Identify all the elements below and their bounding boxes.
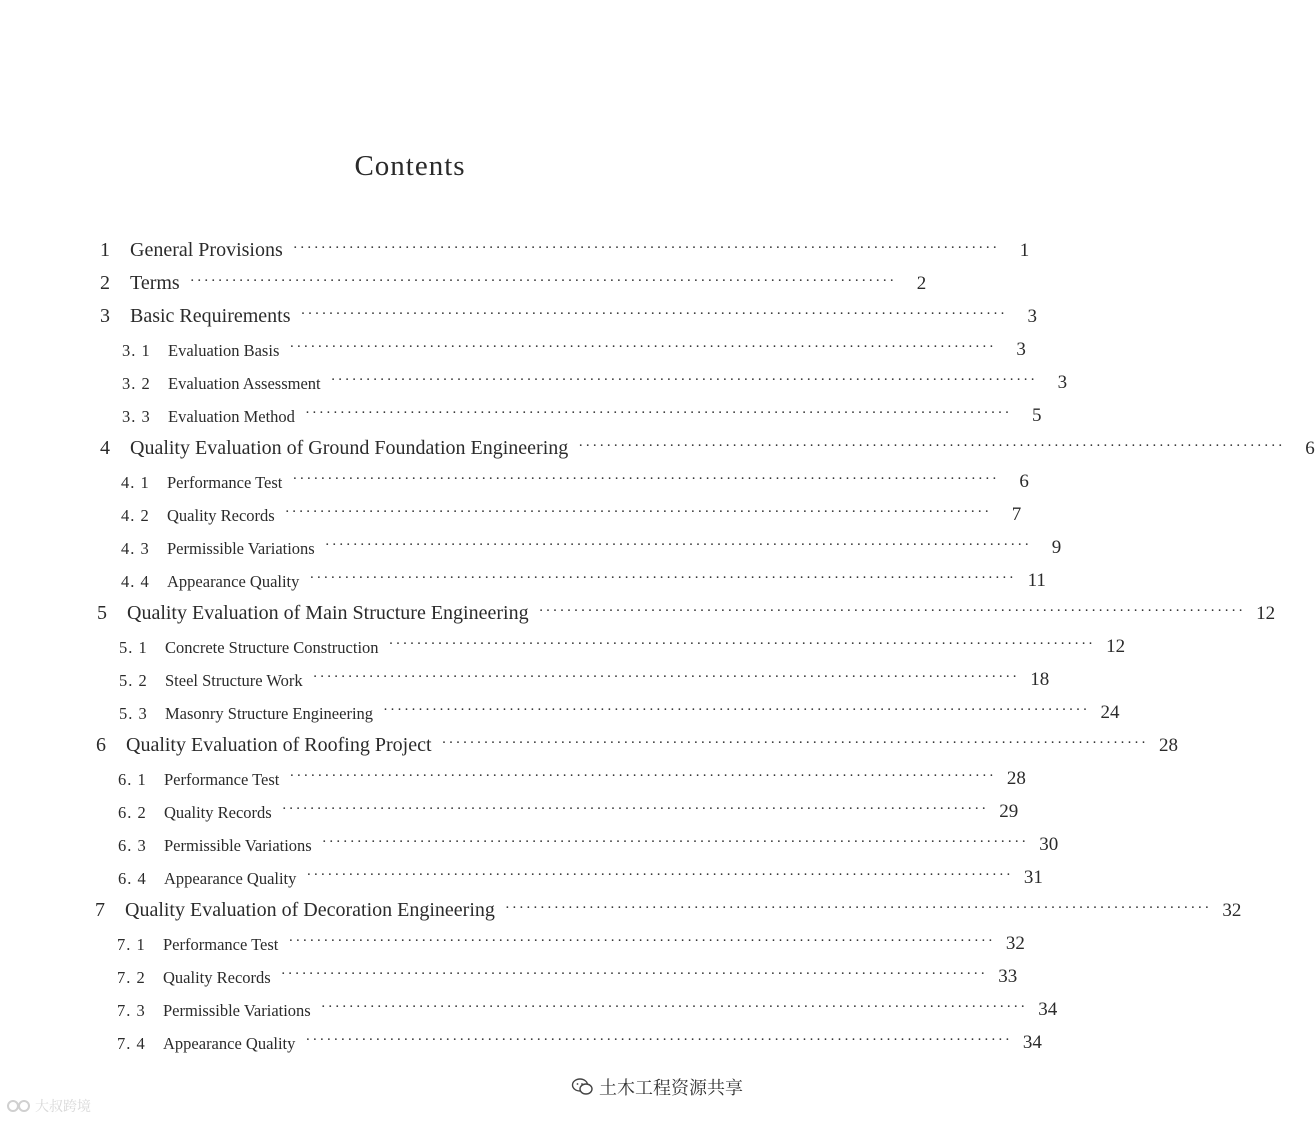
entry-page: 28 — [1159, 735, 1179, 756]
entry-number: 5 — [97, 602, 107, 624]
entry-title: General Provisions — [130, 239, 283, 261]
dot-leader: ····································································································· — [383, 702, 1090, 718]
dot-leader: ····································································································· — [280, 966, 988, 982]
logo-icon — [6, 1099, 32, 1113]
entry-title: Evaluation Basis — [168, 341, 280, 360]
entry-number: 5. 3 — [119, 704, 148, 723]
entry-title: Quality Records — [164, 803, 272, 822]
toc-entry-4-3 — [121, 531, 1062, 559]
toc-entry-5 — [97, 597, 1276, 625]
entry-title: Evaluation Assessment — [168, 374, 321, 393]
toc-entry-3-3 — [122, 399, 1042, 427]
dot-leader: ····································································································· — [284, 504, 992, 520]
entry-number: 6. 1 — [118, 770, 147, 789]
entry-number: 3. 1 — [122, 341, 151, 360]
entry-title: Performance Test — [164, 770, 280, 789]
toc-entry-4-2 — [121, 498, 1022, 526]
entry-title: Evaluation Method — [168, 407, 295, 426]
dot-leader: ····································································································· — [300, 306, 1008, 322]
entry-page: 12 — [1106, 636, 1126, 657]
entry-page: 29 — [999, 801, 1019, 822]
entry-number: 2 — [100, 272, 110, 294]
toc-entry-3 — [100, 300, 1038, 328]
entry-number: 7. 2 — [117, 968, 146, 987]
entry-page: 30 — [1039, 834, 1059, 855]
entry-number: 4. 4 — [121, 572, 150, 591]
toc-entry-7-2 — [117, 960, 1018, 988]
entry-number: 4 — [100, 437, 110, 459]
entry-title: Performance Test — [167, 473, 283, 492]
entry-page: 34 — [1022, 1032, 1042, 1053]
dot-leader: ····································································································· — [305, 1032, 1012, 1048]
entry-title: Masonry Structure Engineering — [165, 704, 374, 723]
entry-number: 3. 2 — [122, 374, 151, 393]
entry-page: 6 — [1019, 471, 1029, 492]
toc-entry-4-4 — [121, 564, 1046, 592]
entry-page: 9 — [1051, 537, 1062, 558]
entry-number: 6. 3 — [118, 836, 147, 855]
watermark-left-text: 大叔跨境 — [35, 1099, 91, 1115]
entry-page: 5 — [1031, 405, 1042, 426]
toc-entry-6-3 — [118, 828, 1059, 856]
entry-number: 7. 1 — [117, 935, 146, 954]
dot-leader: ····································································································· — [504, 900, 1212, 916]
toc-entry-7-1 — [117, 927, 1025, 955]
entry-title: Permissible Variations — [167, 539, 315, 558]
watermark-left — [6, 1096, 91, 1116]
dot-leader: ····································································································· — [281, 801, 989, 817]
entry-title: Concrete Structure Construction — [165, 638, 379, 657]
wechat-icon — [571, 1077, 593, 1097]
dot-leader: ····································································································· — [441, 735, 1149, 751]
dot-leader: ····································································································· — [324, 537, 1032, 553]
toc-entry-5-3 — [119, 696, 1120, 724]
toc-entry-3-1 — [122, 333, 1026, 361]
entry-page: 31 — [1023, 867, 1043, 888]
entry-number: 7. 4 — [117, 1034, 146, 1053]
entry-page: 34 — [1038, 999, 1058, 1020]
entry-page: 18 — [1030, 669, 1050, 690]
dot-leader: ····································································································· — [538, 603, 1246, 619]
entry-page: 11 — [1027, 570, 1046, 591]
watermark-right-text: 土木工程资源共享 — [599, 1078, 743, 1099]
entry-number: 7 — [95, 899, 105, 921]
entry-number: 1 — [100, 239, 110, 261]
entry-number: 5. 2 — [119, 671, 148, 690]
toc-entry-6 — [96, 729, 1179, 757]
dot-leader: ····································································································· — [306, 867, 1013, 883]
toc-entry-6-4 — [118, 861, 1043, 889]
entry-title: Quality Records — [163, 968, 271, 987]
entry-number: 3. 3 — [122, 407, 151, 426]
toc-entry-6-2 — [118, 795, 1019, 823]
toc-entry-1 — [100, 234, 1030, 262]
dot-leader: ····································································································· — [321, 834, 1029, 850]
dot-leader: ····································································································· — [292, 240, 1000, 256]
entry-page: 32 — [1222, 900, 1242, 921]
entry-page: 6 — [1305, 438, 1315, 459]
entry-title: Permissible Variations — [164, 836, 312, 855]
entry-title: Steel Structure Work — [165, 671, 303, 690]
page-title: Contents — [354, 150, 466, 182]
entry-number: 4. 2 — [121, 506, 150, 525]
toc-entry-4 — [100, 432, 1315, 460]
entry-title: Permissible Variations — [163, 1001, 311, 1020]
entry-page: 1 — [1019, 240, 1030, 261]
toc-entry-7 — [95, 894, 1242, 922]
entry-title: Quality Records — [167, 506, 275, 525]
toc-entry-7-4 — [117, 1026, 1042, 1054]
entry-page: 24 — [1100, 702, 1120, 723]
toc-entry-7-3 — [117, 993, 1058, 1021]
entry-number: 6 — [96, 734, 106, 756]
entry-page: 28 — [1006, 768, 1026, 789]
entry-page: 33 — [998, 966, 1018, 987]
dot-leader: ····································································································· — [304, 405, 1012, 421]
dot-leader: ····································································································· — [189, 273, 897, 289]
entry-title: Quality Evaluation of Ground Foundation Engineering — [130, 437, 569, 459]
dot-leader: ····································································································· — [309, 570, 1016, 586]
entry-title: Basic Requirements — [130, 305, 291, 327]
entry-page: 2 — [916, 273, 927, 294]
entry-title: Appearance Quality — [164, 869, 297, 888]
entry-title: Quality Evaluation of Roofing Project — [126, 734, 432, 756]
entry-title: Performance Test — [163, 935, 279, 954]
toc-entry-5-1 — [119, 630, 1126, 658]
entry-title: Appearance Quality — [163, 1034, 296, 1053]
dot-leader: ····································································································· — [292, 471, 999, 487]
dot-leader: ····································································································· — [388, 636, 1096, 652]
entry-page: 12 — [1256, 603, 1276, 624]
entry-number: 7. 3 — [117, 1001, 146, 1020]
entry-page: 7 — [1011, 504, 1022, 525]
entry-title: Quality Evaluation of Decoration Engineering — [125, 899, 495, 921]
dot-leader: ····································································································· — [289, 768, 996, 784]
entry-page: 3 — [1016, 339, 1026, 360]
toc-entry-4-1 — [121, 465, 1029, 493]
watermark-right — [571, 1074, 743, 1100]
toc-entry-5-2 — [119, 663, 1050, 691]
dot-leader: ····································································································· — [289, 339, 996, 355]
entry-page: 32 — [1005, 933, 1025, 954]
entry-number: 4. 1 — [121, 473, 150, 492]
entry-number: 4. 3 — [121, 539, 150, 558]
dot-leader: ····································································································· — [320, 999, 1028, 1015]
entry-title: Appearance Quality — [167, 572, 300, 591]
dot-leader: ····································································································· — [578, 438, 1285, 454]
entry-number: 6. 2 — [118, 803, 147, 822]
entry-title: Quality Evaluation of Main Structure Engineering — [127, 602, 529, 624]
dot-leader: ····································································································· — [288, 933, 995, 949]
toc-entry-3-2 — [122, 366, 1068, 394]
dot-leader: ····································································································· — [330, 372, 1038, 388]
entry-number: 5. 1 — [119, 638, 148, 657]
entry-title: Terms — [130, 272, 180, 294]
entry-page: 3 — [1027, 306, 1038, 327]
entry-number: 3 — [100, 305, 110, 327]
toc-entry-6-1 — [118, 762, 1026, 790]
entry-number: 6. 4 — [118, 869, 147, 888]
entry-page: 3 — [1057, 372, 1068, 393]
dot-leader: ····································································································· — [312, 669, 1020, 685]
toc-entry-2 — [100, 267, 927, 295]
